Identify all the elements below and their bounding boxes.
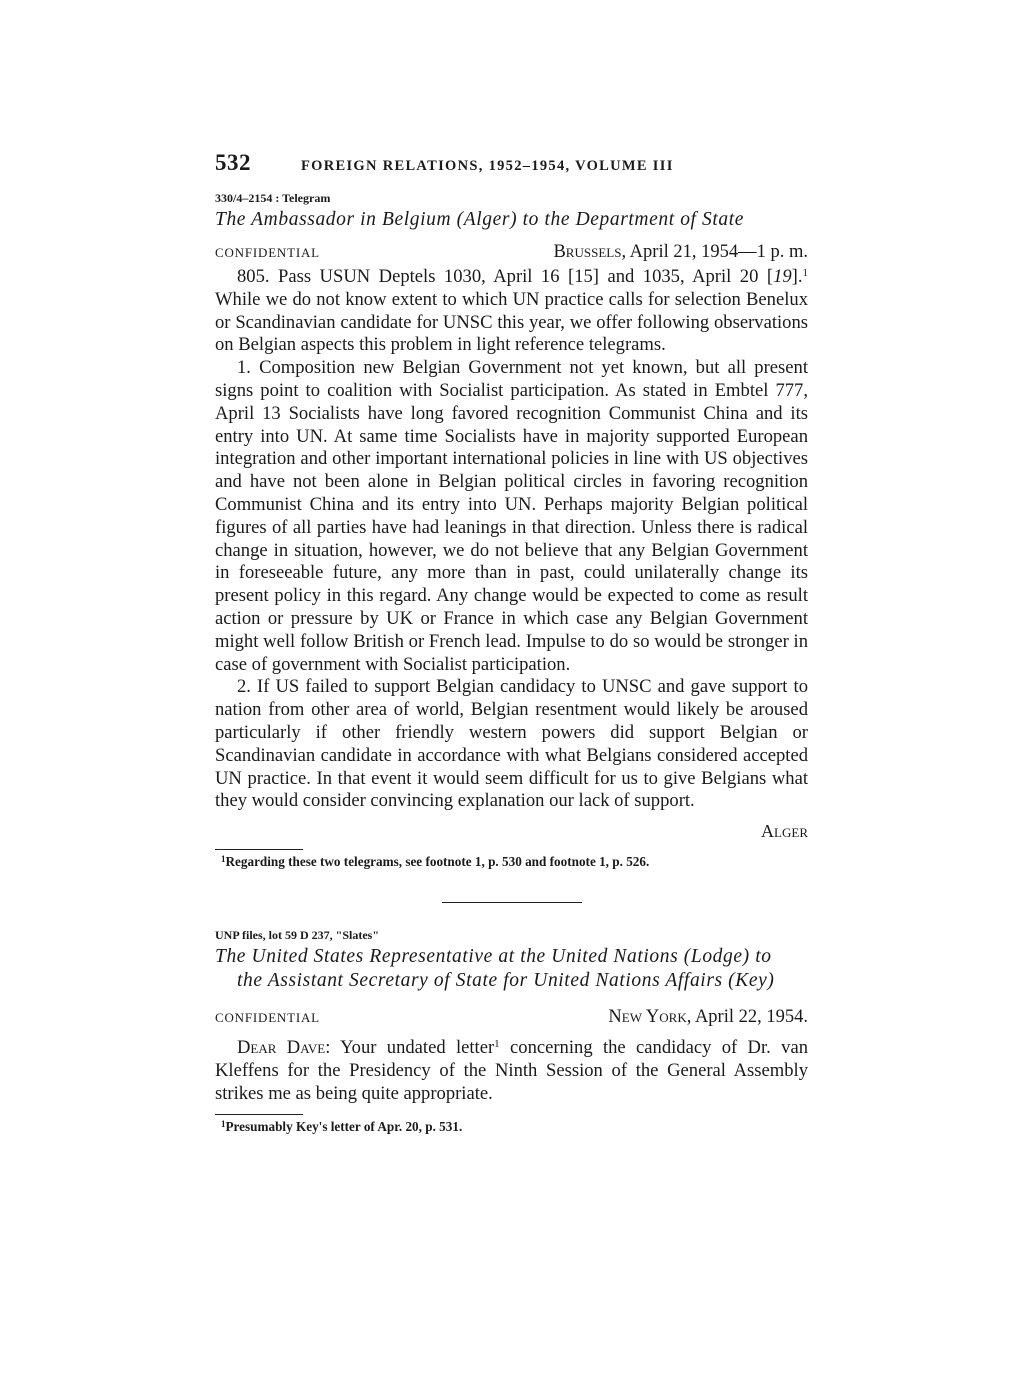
doc2-footnote [215,1117,808,1137]
doc2-file-reference: UNP files, lot 59 D 237, "Slates" [215,928,379,943]
doc2-dateline [608,1007,808,1028]
doc1-dateline [553,242,808,263]
doc2-classification: CONFIDENTIAL [215,1010,320,1026]
doc1-footnote [215,852,808,872]
doc1-footnote-marker: 1 [221,854,226,865]
doc1-dateline-place: Brussels, [553,242,627,262]
doc2-salutation: Dear Dave: [237,1037,331,1059]
doc2-footnote-text: Presumably Key's letter of Apr. 20, p. 531. [225,1118,463,1134]
doc2-dateline-place: New York, [608,1007,692,1028]
doc1-p1-text-a: 805. Pass USUN Deptels 1030, April 16 [15] and 1035, April 20 [ [237,266,774,287]
doc1-classification: CONFIDENTIAL [215,245,320,260]
doc1-heading: The Ambassador in Belgium (Alger) to the Department of State [215,209,745,230]
doc1-p1-italic-ref: 19 [773,266,792,287]
document-page [215,150,808,1137]
doc1-file-reference: 330/4–2154 : Telegram [215,191,331,205]
doc2-body-text-a: Your undated letter [330,1037,495,1059]
doc2-heading [215,945,808,993]
page-number: 532 [215,150,251,175]
document-separator [442,902,582,903]
doc1-footnote-text: Regarding these two telegrams, see footnote 1, p. 530 and footnote 1, p. 526. [225,854,650,870]
doc2-classification-row [215,1007,808,1031]
doc1-p1-text-c: While we do not know extent to which UN practice calls for selection Benelux or Scandinavian candidate for UNSC this year, we offer following observations on Belgian aspects this problem in light reference telegrams. [215,288,808,356]
doc1-paragraph-3: 2. If US failed to support Belgian candidacy to UNSC and gave support to nation from other area of world, Belgian resentment would likely be aroused particularly if other friendly western powers did support Belgian or Scandinavian candidate in accordance with what Belgians considered accepted UN practice. In that event it would seem difficult for us to give Belgians what they would consider convincing explanation our lack of support. [215,676,808,812]
doc1-dateline-date: April 21, 1954—1 p. m. [626,242,808,262]
doc1-footnote-marker-ref: 1 [802,267,808,279]
doc2-dateline-date: April 22, 1954. [691,1007,808,1028]
running-head [215,150,808,182]
doc1-footnote-rule [215,849,303,850]
doc1-paragraph-2: 1. Composition new Belgian Government not yet known, but all present signs point to coalition with Socialist participation. As stated in Embtel 777, April 13 Socialists have long favored recognition Communist China and its entry into UN. At same time Socialists have in majority supported European integration and other important international policies in line with US objectives and have not been alone in Belgian political circles in favoring recognition Communist China and its entry into UN. Perhaps majority Belgian political figures of all parties have had leanings in that direction. Unless there is radical change in situation, however, we do not believe that any Belgian Government in foreseeable future, any more than in past, could unilaterally change its present policy in this regard. Any change would be expected to come as result action or pressure by UK or France in which case any Belgian Government might well follow British or French lead. Impulse to do so would be stronger in case of government with Socialist participation. [215,357,808,675]
doc1-classification-row [215,242,808,266]
doc2-section [215,925,808,1136]
doc2-heading-line1: The United States Representative at the United Nations (Lodge) to [215,946,772,968]
doc1-paragraph-1 [215,266,808,357]
doc2-footnote-marker-ref: 1 [494,1038,500,1051]
doc2-letter-body [215,1037,808,1105]
doc2-footnote-marker: 1 [221,1118,226,1129]
running-head-title: FOREIGN RELATIONS, 1952–1954, VOLUME III [301,158,674,174]
doc1-signature: Alger [761,821,808,842]
doc2-body-text-b: concerning the candidacy of Dr. van Kleffens for the Presidency of the Ninth Session of the General Assembly strikes me as being quite appropriate. [215,1037,808,1104]
doc1-p1-text-b: ]. [791,266,803,287]
doc2-heading-line2: the Assistant Secretary of State for United Nations Affairs (Key) [237,970,775,992]
doc2-footnote-rule [215,1114,303,1115]
